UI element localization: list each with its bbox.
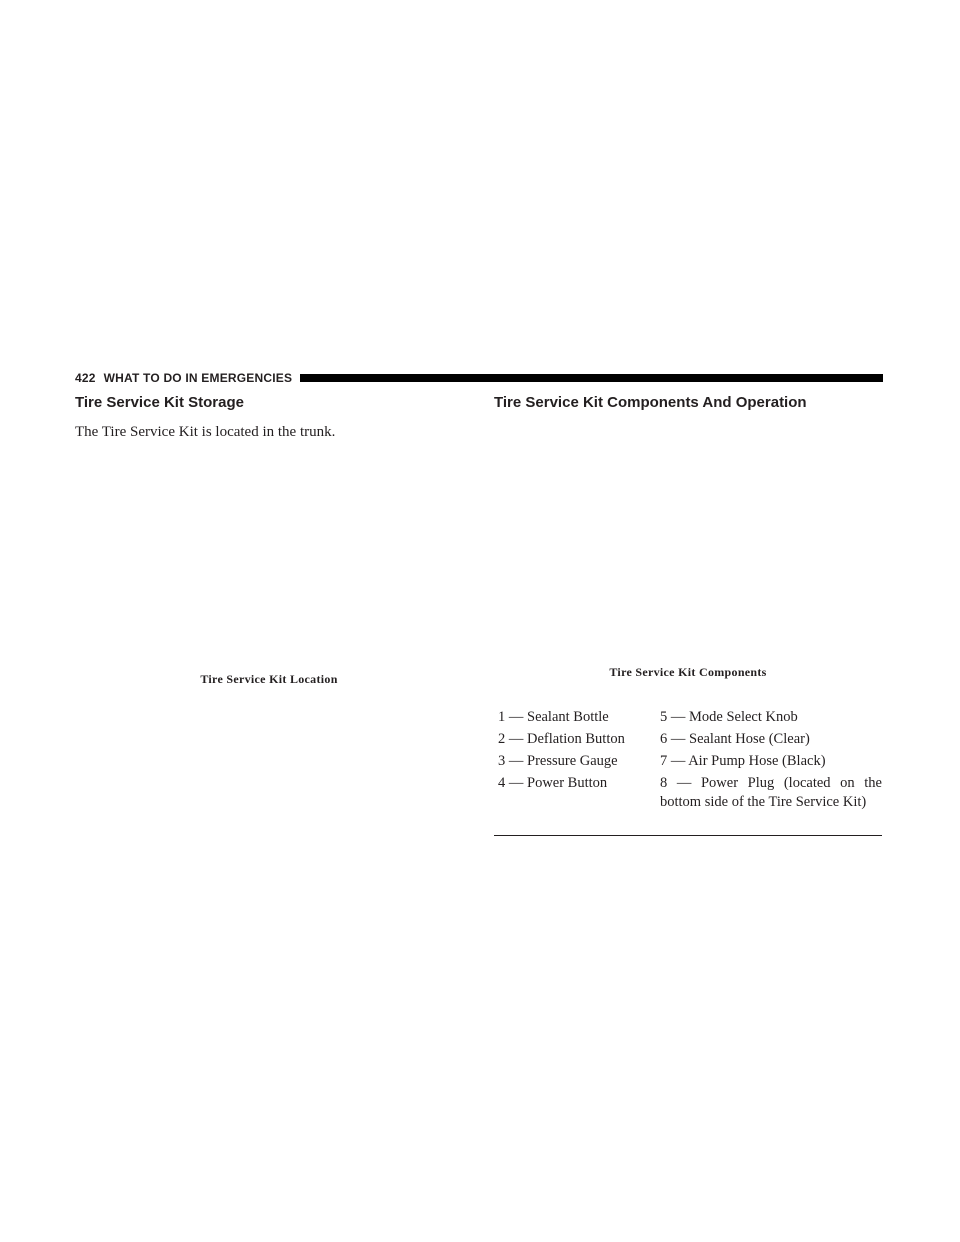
section-title: WHAT TO DO IN EMERGENCIES: [103, 371, 293, 385]
legend-row: [494, 774, 882, 812]
legend-item: 3 — Pressure Gauge: [498, 753, 618, 769]
page-number: 422: [75, 371, 96, 385]
legend-row: [494, 708, 882, 727]
components-heading: Tire Service Kit Components And Operation: [494, 394, 807, 411]
legend-item: 2 — Deflation Button: [498, 731, 625, 747]
storage-heading: Tire Service Kit Storage: [75, 394, 244, 411]
legend-item: 4 — Power Button: [498, 775, 608, 791]
legend-item: 6 — Sealant Hose (Clear): [660, 731, 810, 747]
storage-paragraph: The Tire Service Kit is located in the trunk.: [75, 424, 336, 440]
legend-bottom-rule: [494, 835, 882, 836]
legend-row: [494, 730, 882, 749]
legend-item: 1 — Sealant Bottle: [498, 709, 609, 725]
components-figure-caption: Tire Service Kit Components: [609, 665, 767, 679]
legend-item: 5 — Mode Select Knob: [660, 709, 798, 725]
legend-item: 7 — Air Pump Hose (Black): [660, 753, 826, 769]
components-legend: [494, 708, 882, 815]
header-rule: [300, 374, 883, 382]
legend-item: 8 — Power Plug (located on the bottom side of the Tire Service Kit): [660, 775, 882, 810]
location-figure-caption: Tire Service Kit Location: [200, 672, 338, 686]
running-header: [75, 370, 883, 386]
legend-row: [494, 752, 882, 771]
